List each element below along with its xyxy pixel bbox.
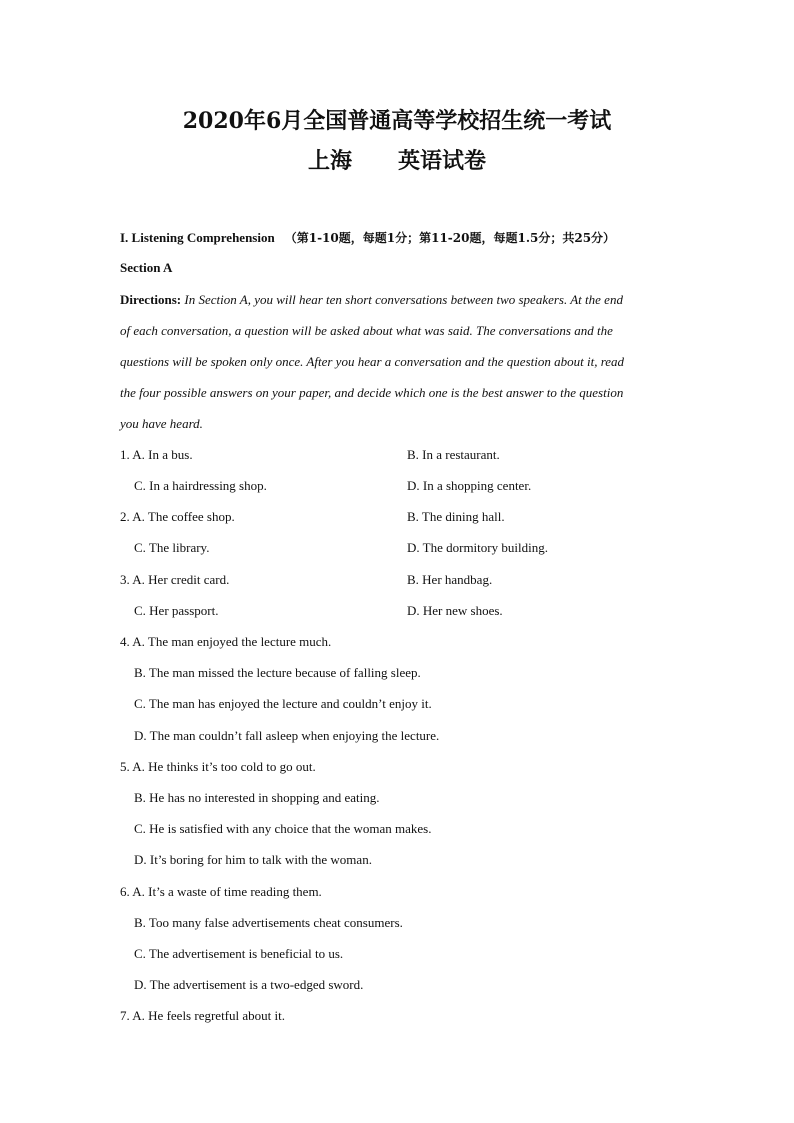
directions-line-1: Directions: In Section A, you will hear ten short conversations between two speakers. At the end xyxy=(120,292,623,307)
q2-option-a: 2. A. The coffee shop. xyxy=(120,509,235,524)
q3-option-c: C. Her passport. xyxy=(134,603,219,618)
q2-option-c: C. The library. xyxy=(134,540,210,555)
exam-subtitle xyxy=(0,144,794,175)
exam-city: 上海 xyxy=(307,148,352,174)
q1-option-b: B. In a restaurant. xyxy=(407,447,500,462)
q3-option-a: 3. A. Her credit card. xyxy=(120,572,230,587)
section-heading: I. Listening Comprehension xyxy=(120,230,275,245)
q1-option-d: D. In a shopping center. xyxy=(407,478,532,493)
q3-option-b: B. Her handbag. xyxy=(407,572,493,587)
q2-option-d: D. The dormitory building. xyxy=(407,540,548,555)
q5-option-a: 5. A. He thinks it’s too cold to go out. xyxy=(120,759,316,774)
directions-line-2: of each conversation, a question will be asked about what was said. The conversations and the xyxy=(120,323,613,338)
q6-option-a: 6. A. It’s a waste of time reading them. xyxy=(120,884,322,899)
q2-option-b: B. The dining hall. xyxy=(407,509,505,524)
section-scoring-note: （第1-10题，每题1分；第11-20题，每题1.5分；共25分） xyxy=(284,231,616,245)
q6-option-d: D. The advertisement is a two-edged sword. xyxy=(134,977,364,992)
section-heading-row xyxy=(120,229,615,246)
q4-option-d: D. The man couldn’t fall asleep when enjoying the lecture. xyxy=(134,728,440,743)
directions-line-5: you have heard. xyxy=(120,416,203,431)
exam-subject: 英语试卷 xyxy=(398,148,487,174)
q4-option-a: 4. A. The man enjoyed the lecture much. xyxy=(120,634,332,649)
directions-label: Directions: xyxy=(120,292,182,307)
directions-block xyxy=(120,291,674,446)
q6-option-c: C. The advertisement is beneficial to us. xyxy=(134,946,344,961)
exam-title: 2020年6月全国普通高等学校招生统一考试 xyxy=(182,108,612,134)
q6-option-b: B. Too many false advertisements cheat consumers. xyxy=(134,915,403,930)
directions-line-3: questions will be spoken only once. After you hear a conversation and the question about it, read xyxy=(120,354,625,369)
q5-option-d: D. It’s boring for him to talk with the woman. xyxy=(134,852,372,867)
q5-option-c: C. He is satisfied with any choice that the woman makes. xyxy=(134,821,432,836)
q4-option-c: C. The man has enjoyed the lecture and couldn’t enjoy it. xyxy=(134,696,432,711)
q7-option-a: 7. A. He feels regretful about it. xyxy=(120,1008,285,1023)
directions-line-4: the four possible answers on your paper, and decide which one is the best answer to the question xyxy=(120,385,624,400)
q1-option-c: C. In a hairdressing shop. xyxy=(134,478,267,493)
q5-option-b: B. He has no interested in shopping and eating. xyxy=(134,790,380,805)
q1-option-a: 1. A. In a bus. xyxy=(120,447,193,462)
section-a-heading: Section A xyxy=(120,260,173,275)
q4-option-b: B. The man missed the lecture because of falling sleep. xyxy=(134,665,421,680)
q3-option-d: D. Her new shoes. xyxy=(407,603,503,618)
